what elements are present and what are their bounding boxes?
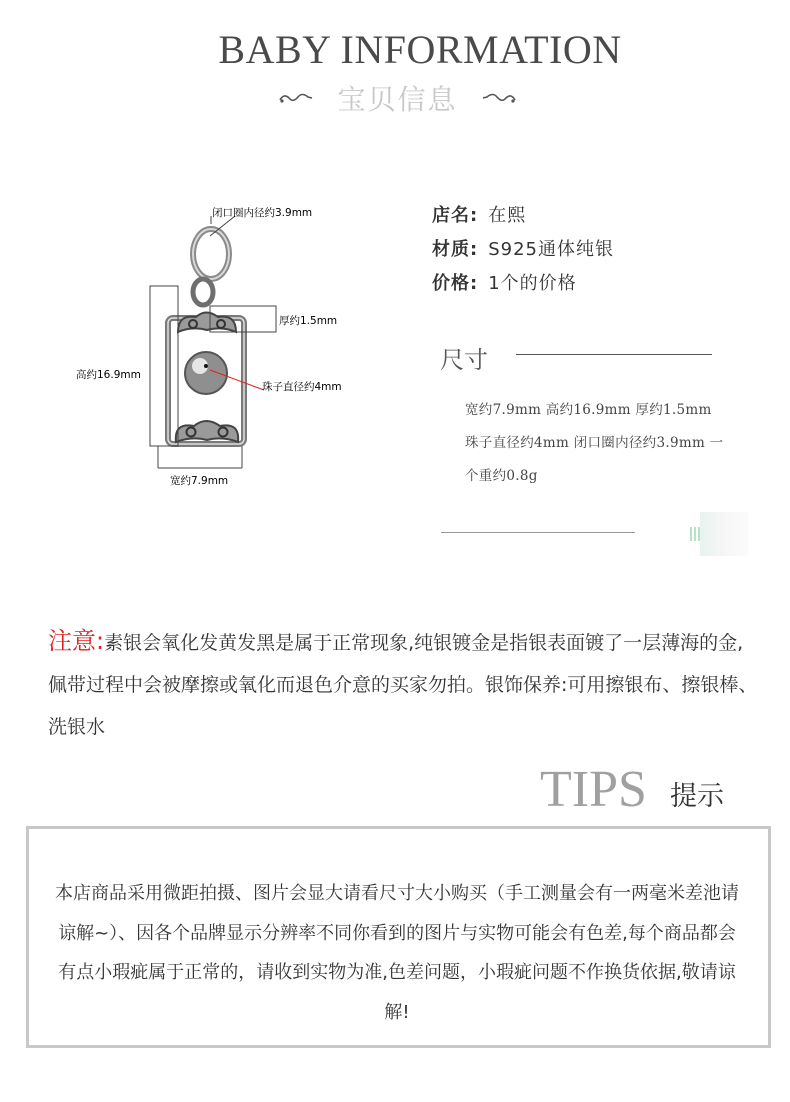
shop-label: 店名: <box>432 205 479 226</box>
subtitle: 宝贝信息 <box>337 83 458 116</box>
size-divider <box>516 354 712 355</box>
material-label: 材质: <box>432 239 479 260</box>
right-swirl-ornament-icon <box>481 91 517 105</box>
tips-title-cn: 提示 <box>670 781 724 812</box>
ring-diameter-label: 闭口圈内径约3.9mm <box>212 207 313 219</box>
thickness-label: 厚约1.5mm <box>279 315 338 327</box>
notice-paragraph <box>48 620 760 748</box>
notice-label: 注意: <box>48 627 105 655</box>
shop-value: 在熙 <box>488 205 527 226</box>
bottom-cloud-ornament <box>176 421 238 442</box>
shop-row <box>432 201 526 227</box>
material-row <box>432 235 614 261</box>
bead <box>185 352 227 394</box>
page-title: BABY INFORMATION <box>218 27 622 72</box>
subtitle-row <box>0 78 790 118</box>
height-bracket <box>150 286 178 446</box>
tips-title: TIPS <box>540 761 647 818</box>
tips-text: 本店商品采用微距拍摄、图片会显大请看尺寸大小购买（手工测量会有一两毫米差池请谅解~）、因各个品牌显示分辨率不同你看到的图片与实物可能会有色差,每个商品都会有点小瑕疵属于正常的，请收到实物为准,色差问题，小瑕疵问题不作换货依据,敬请谅解! <box>55 883 739 1023</box>
bead-diameter-label: 珠子直径约4mm <box>262 381 342 393</box>
width-label: 宽约7.9mm <box>170 475 229 487</box>
size-heading: 尺寸 <box>440 346 488 374</box>
left-swirl-ornament-icon <box>278 91 314 105</box>
bail <box>193 279 213 305</box>
height-label: 高约16.9mm <box>76 369 141 381</box>
material-value: S925通体纯银 <box>488 239 614 260</box>
price-row <box>432 269 577 295</box>
size-description: 宽约7.9mm 高约16.9mm 厚约1.5mm 珠子直径约4mm 闭口圈内径约3.9mm 一个重约0.8g <box>465 402 724 484</box>
size-bottom-divider <box>441 532 635 533</box>
pendant-diagram <box>60 190 380 500</box>
notice-text: 素银会氧化发黄发黑是属于正常现象,纯银镀金是指银表面镀了一层薄海的金,佩带过程中会被摩擦或氧化而退色介意的买家勿拍。银饰保养:可用擦银布、擦银棒、洗银水 <box>48 632 758 738</box>
decorative-square <box>700 512 748 556</box>
price-value: 1个的价格 <box>488 273 577 294</box>
price-label: 价格: <box>432 273 479 294</box>
